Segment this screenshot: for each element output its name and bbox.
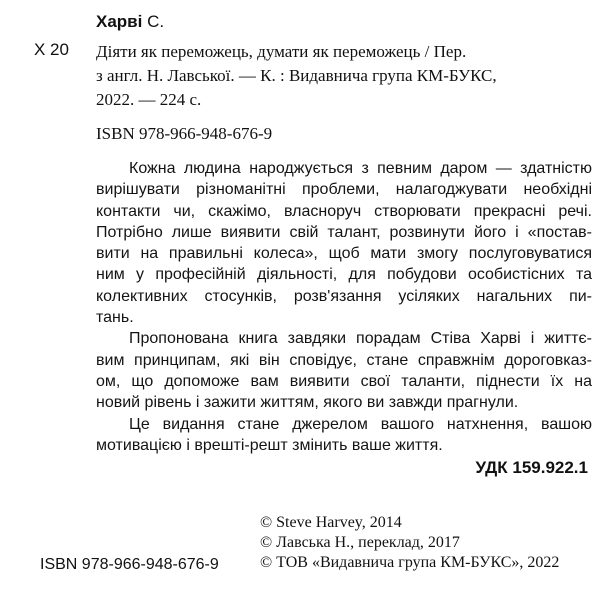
udk-code: УДК 159.922.1 bbox=[475, 458, 588, 477]
copyright-block bbox=[260, 513, 559, 573]
annotation-line: вим принципам, які він сповідує, стане справжнім дороговказ- bbox=[96, 351, 592, 369]
annotation-line: ним у професійній діяльності, для побудови особистісних та bbox=[96, 266, 592, 284]
annotation-line: вирішувати різноманітні проблеми, налагоджувати необхідні bbox=[96, 181, 592, 199]
annotation-line: Пропонована книга завдяки порадам Стіва Харві і життє- bbox=[129, 330, 592, 348]
annotation-paragraph bbox=[96, 328, 592, 413]
author-surname: Харві bbox=[96, 12, 143, 31]
author-heading bbox=[96, 12, 164, 32]
annotation-line: Це видання стане джерелом вашого натхнення, вашою bbox=[129, 415, 592, 433]
annotation-line: тань. bbox=[96, 309, 134, 327]
copyright-line: © Steve Harvey, 2014 bbox=[260, 514, 402, 531]
description-line: 2022. — 224 с. bbox=[96, 90, 202, 109]
annotation-line: колективних стосунків, розв'язання усіляких нагальних пи- bbox=[96, 287, 592, 305]
annotation-line: мотивацією і врешті-решт змінить ваше життя. bbox=[96, 436, 443, 454]
copyright-line: © ТОВ «Видавнича група КМ-БУКС», 2022 bbox=[260, 554, 560, 571]
annotation-line: вити на правильні колеса», щоб мати змогу послуговуватися bbox=[96, 245, 592, 263]
author-initial: С. bbox=[142, 12, 165, 31]
copyright-line: © Лавська Н., переклад, 2017 bbox=[260, 534, 460, 551]
description-line: Діяти як переможець, думати як переможець / Пер. bbox=[96, 42, 467, 61]
annotation-line: контакти чи, скажімо, власноруч створювати прекрасні речі. bbox=[96, 202, 592, 220]
catalog-code: Х 20 bbox=[34, 40, 69, 59]
isbn-top: ISBN 978-966-948-676-9 bbox=[96, 124, 273, 143]
annotation-line: Кожна людина народжується з певним даром — здатністю bbox=[129, 160, 592, 177]
annotation-line: новий рівень і зажити життям, якого ви завжди прагнули. bbox=[96, 394, 519, 412]
annotation-line: ом, що допоможе вам виявити свої таланти, піднести їх на bbox=[96, 372, 592, 390]
annotation-paragraph bbox=[96, 158, 592, 328]
description-line: з англ. Н. Лавської. — К. : Видавнича група КМ-БУКС, bbox=[96, 66, 497, 85]
bibliographic-description bbox=[96, 40, 592, 112]
annotation bbox=[96, 158, 592, 456]
annotation-line: Потрібно лише виявити свій талант, розвинути його і «постав- bbox=[96, 223, 592, 241]
annotation-paragraph bbox=[96, 414, 592, 457]
isbn-bottom: ISBN 978-966-948-676-9 bbox=[40, 556, 219, 573]
